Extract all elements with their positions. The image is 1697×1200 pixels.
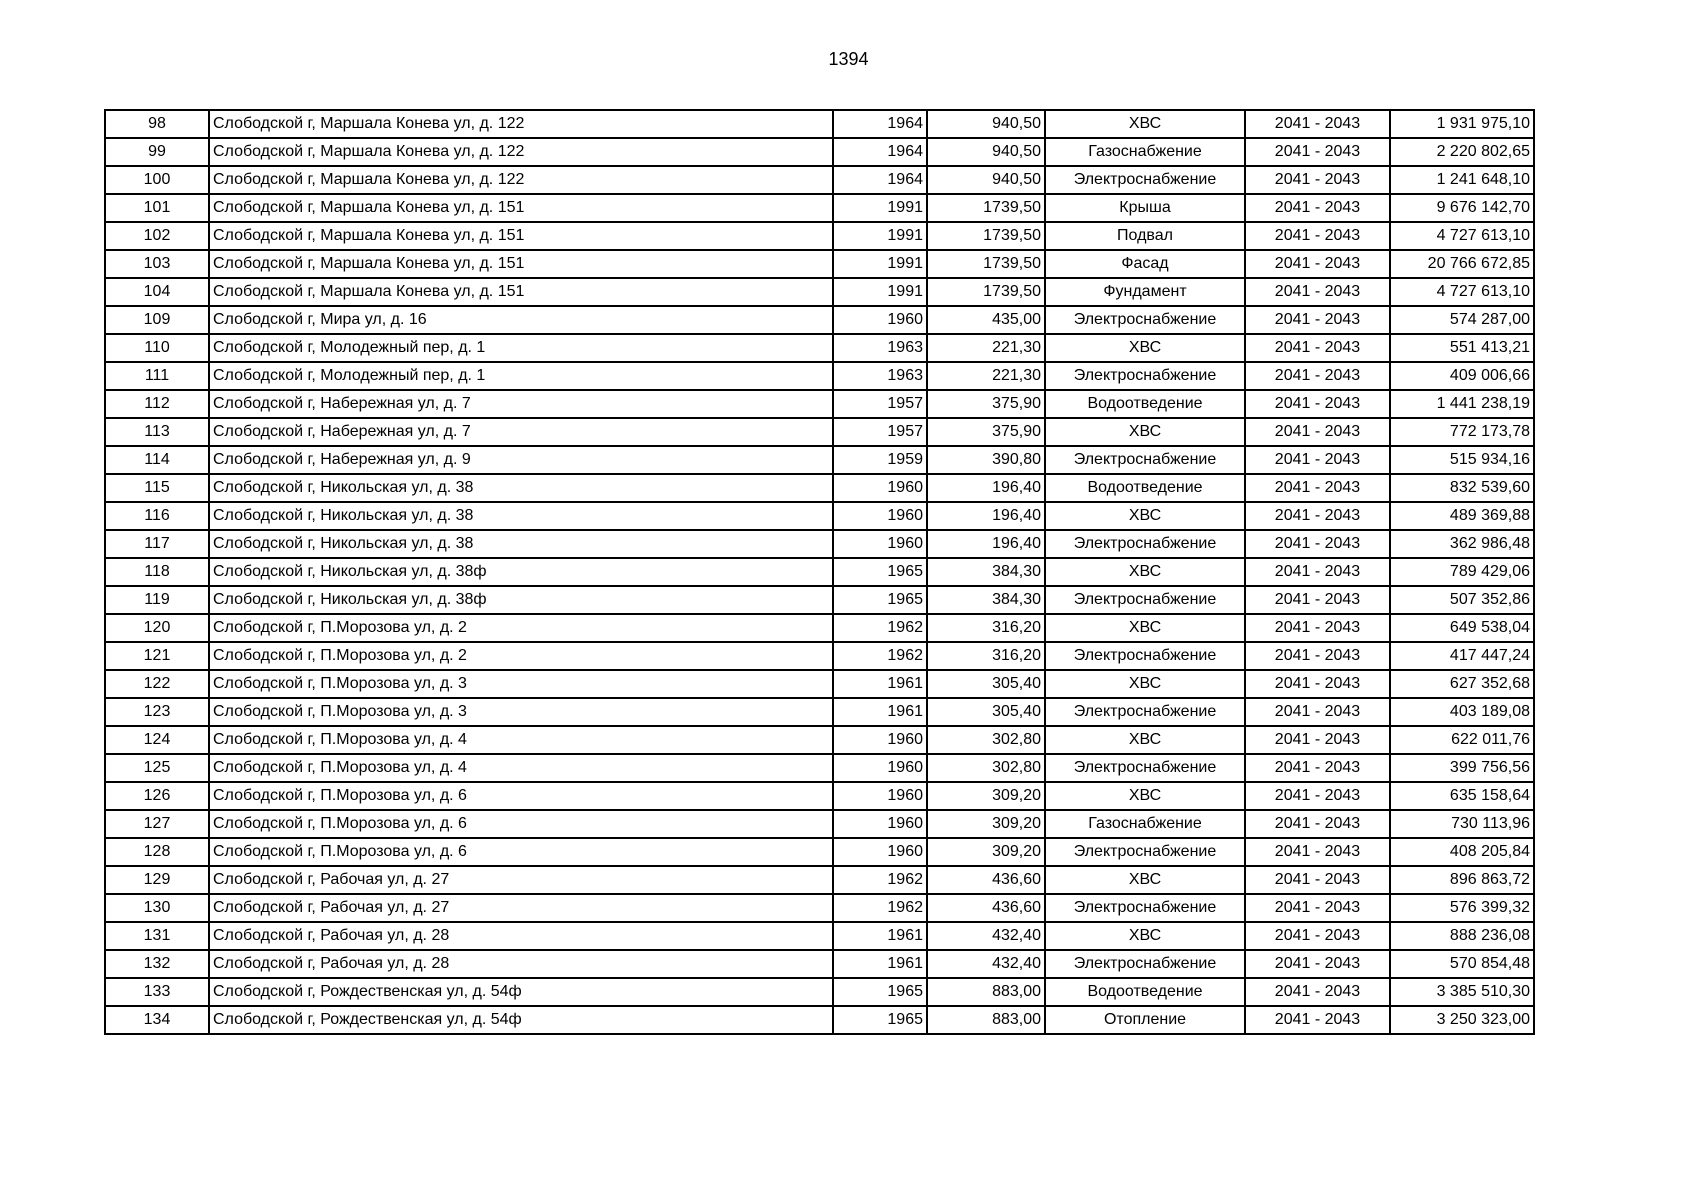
- period-cell: 2041 - 2043: [1245, 278, 1390, 306]
- table-row: [105, 222, 1534, 250]
- year-cell: 1964: [833, 166, 927, 194]
- area-cell: 1739,50: [927, 278, 1045, 306]
- row-number-cell: 119: [105, 586, 209, 614]
- cost-cell: 888 236,08: [1390, 922, 1534, 950]
- address-cell: Слободской г, Рабочая ул, д. 27: [209, 866, 833, 894]
- period-cell: 2041 - 2043: [1245, 726, 1390, 754]
- table-body: [105, 110, 1534, 1034]
- work-type-cell: Фундамент: [1045, 278, 1245, 306]
- cost-cell: 627 352,68: [1390, 670, 1534, 698]
- address-cell: Слободской г, Рабочая ул, д. 27: [209, 894, 833, 922]
- work-type-cell: ХВС: [1045, 110, 1245, 138]
- area-cell: 432,40: [927, 950, 1045, 978]
- row-number-cell: 110: [105, 334, 209, 362]
- table-row: [105, 474, 1534, 502]
- year-cell: 1960: [833, 726, 927, 754]
- work-type-cell: Электроснабжение: [1045, 950, 1245, 978]
- period-cell: 2041 - 2043: [1245, 978, 1390, 1006]
- table-row: [105, 250, 1534, 278]
- table-row: [105, 110, 1534, 138]
- address-cell: Слободской г, Маршала Конева ул, д. 151: [209, 194, 833, 222]
- row-number-cell: 130: [105, 894, 209, 922]
- row-number-cell: 126: [105, 782, 209, 810]
- address-cell: Слободской г, Рождественская ул, д. 54ф: [209, 1006, 833, 1034]
- address-cell: Слободской г, Никольская ул, д. 38: [209, 474, 833, 502]
- row-number-cell: 134: [105, 1006, 209, 1034]
- table-row: [105, 166, 1534, 194]
- period-cell: 2041 - 2043: [1245, 474, 1390, 502]
- cost-cell: 635 158,64: [1390, 782, 1534, 810]
- row-number-cell: 131: [105, 922, 209, 950]
- work-type-cell: Крыша: [1045, 194, 1245, 222]
- address-cell: Слободской г, Набережная ул, д. 9: [209, 446, 833, 474]
- area-cell: 940,50: [927, 110, 1045, 138]
- work-type-cell: ХВС: [1045, 670, 1245, 698]
- year-cell: 1964: [833, 138, 927, 166]
- area-cell: 375,90: [927, 390, 1045, 418]
- period-cell: 2041 - 2043: [1245, 586, 1390, 614]
- address-cell: Слободской г, Маршала Конева ул, д. 151: [209, 250, 833, 278]
- row-number-cell: 125: [105, 754, 209, 782]
- table-row: [105, 642, 1534, 670]
- row-number-cell: 116: [105, 502, 209, 530]
- table-row: [105, 810, 1534, 838]
- row-number-cell: 101: [105, 194, 209, 222]
- work-type-cell: Водоотведение: [1045, 474, 1245, 502]
- row-number-cell: 127: [105, 810, 209, 838]
- period-cell: 2041 - 2043: [1245, 306, 1390, 334]
- year-cell: 1960: [833, 306, 927, 334]
- year-cell: 1965: [833, 1006, 927, 1034]
- table-row: [105, 782, 1534, 810]
- work-type-cell: ХВС: [1045, 502, 1245, 530]
- area-cell: 384,30: [927, 586, 1045, 614]
- cost-cell: 3 385 510,30: [1390, 978, 1534, 1006]
- address-cell: Слободской г, Набережная ул, д. 7: [209, 390, 833, 418]
- period-cell: 2041 - 2043: [1245, 250, 1390, 278]
- address-cell: Слободской г, П.Морозова ул, д. 3: [209, 670, 833, 698]
- year-cell: 1960: [833, 530, 927, 558]
- address-cell: Слободской г, Рабочая ул, д. 28: [209, 922, 833, 950]
- row-number-cell: 118: [105, 558, 209, 586]
- address-cell: Слободской г, Никольская ул, д. 38ф: [209, 558, 833, 586]
- cost-cell: 9 676 142,70: [1390, 194, 1534, 222]
- work-type-cell: ХВС: [1045, 922, 1245, 950]
- year-cell: 1960: [833, 502, 927, 530]
- table-row: [105, 362, 1534, 390]
- work-type-cell: Электроснабжение: [1045, 166, 1245, 194]
- repair-schedule-table: [104, 109, 1535, 1035]
- area-cell: 221,30: [927, 334, 1045, 362]
- area-cell: 436,60: [927, 866, 1045, 894]
- row-number-cell: 99: [105, 138, 209, 166]
- area-cell: 196,40: [927, 530, 1045, 558]
- work-type-cell: Подвал: [1045, 222, 1245, 250]
- row-number-cell: 115: [105, 474, 209, 502]
- period-cell: 2041 - 2043: [1245, 418, 1390, 446]
- year-cell: 1959: [833, 446, 927, 474]
- year-cell: 1965: [833, 558, 927, 586]
- cost-cell: 399 756,56: [1390, 754, 1534, 782]
- table-row: [105, 558, 1534, 586]
- address-cell: Слободской г, Рабочая ул, д. 28: [209, 950, 833, 978]
- period-cell: 2041 - 2043: [1245, 1006, 1390, 1034]
- address-cell: Слободской г, Никольская ул, д. 38: [209, 530, 833, 558]
- area-cell: 940,50: [927, 138, 1045, 166]
- cost-cell: 622 011,76: [1390, 726, 1534, 754]
- cost-cell: 3 250 323,00: [1390, 1006, 1534, 1034]
- year-cell: 1961: [833, 950, 927, 978]
- address-cell: Слободской г, Никольская ул, д. 38: [209, 502, 833, 530]
- area-cell: 309,20: [927, 810, 1045, 838]
- table-row: [105, 446, 1534, 474]
- area-cell: 432,40: [927, 922, 1045, 950]
- row-number-cell: 98: [105, 110, 209, 138]
- table-row: [105, 138, 1534, 166]
- period-cell: 2041 - 2043: [1245, 362, 1390, 390]
- row-number-cell: 133: [105, 978, 209, 1006]
- period-cell: 2041 - 2043: [1245, 166, 1390, 194]
- table-row: [105, 894, 1534, 922]
- cost-cell: 4 727 613,10: [1390, 278, 1534, 306]
- address-cell: Слободской г, Рождественская ул, д. 54ф: [209, 978, 833, 1006]
- period-cell: 2041 - 2043: [1245, 222, 1390, 250]
- address-cell: Слободской г, Маршала Конева ул, д. 151: [209, 222, 833, 250]
- cost-cell: 362 986,48: [1390, 530, 1534, 558]
- row-number-cell: 128: [105, 838, 209, 866]
- year-cell: 1960: [833, 838, 927, 866]
- area-cell: 883,00: [927, 1006, 1045, 1034]
- period-cell: 2041 - 2043: [1245, 894, 1390, 922]
- row-number-cell: 109: [105, 306, 209, 334]
- period-cell: 2041 - 2043: [1245, 950, 1390, 978]
- period-cell: 2041 - 2043: [1245, 782, 1390, 810]
- row-number-cell: 132: [105, 950, 209, 978]
- period-cell: 2041 - 2043: [1245, 754, 1390, 782]
- work-type-cell: Электроснабжение: [1045, 838, 1245, 866]
- area-cell: 309,20: [927, 782, 1045, 810]
- cost-cell: 570 854,48: [1390, 950, 1534, 978]
- area-cell: 1739,50: [927, 222, 1045, 250]
- row-number-cell: 113: [105, 418, 209, 446]
- address-cell: Слободской г, П.Морозова ул, д. 6: [209, 810, 833, 838]
- year-cell: 1961: [833, 670, 927, 698]
- year-cell: 1963: [833, 362, 927, 390]
- area-cell: 221,30: [927, 362, 1045, 390]
- year-cell: 1965: [833, 978, 927, 1006]
- table-row: [105, 614, 1534, 642]
- cost-cell: 772 173,78: [1390, 418, 1534, 446]
- work-type-cell: Электроснабжение: [1045, 306, 1245, 334]
- area-cell: 316,20: [927, 614, 1045, 642]
- work-type-cell: Водоотведение: [1045, 390, 1245, 418]
- area-cell: 1739,50: [927, 250, 1045, 278]
- cost-cell: 551 413,21: [1390, 334, 1534, 362]
- period-cell: 2041 - 2043: [1245, 194, 1390, 222]
- address-cell: Слободской г, Никольская ул, д. 38ф: [209, 586, 833, 614]
- address-cell: Слободской г, Мира ул, д. 16: [209, 306, 833, 334]
- period-cell: 2041 - 2043: [1245, 390, 1390, 418]
- work-type-cell: Электроснабжение: [1045, 446, 1245, 474]
- year-cell: 1960: [833, 782, 927, 810]
- address-cell: Слободской г, Маршала Конева ул, д. 122: [209, 166, 833, 194]
- cost-cell: 574 287,00: [1390, 306, 1534, 334]
- area-cell: 436,60: [927, 894, 1045, 922]
- row-number-cell: 112: [105, 390, 209, 418]
- period-cell: 2041 - 2043: [1245, 838, 1390, 866]
- year-cell: 1962: [833, 642, 927, 670]
- cost-cell: 2 220 802,65: [1390, 138, 1534, 166]
- table-row: [105, 754, 1534, 782]
- work-type-cell: ХВС: [1045, 726, 1245, 754]
- year-cell: 1965: [833, 586, 927, 614]
- work-type-cell: Электроснабжение: [1045, 894, 1245, 922]
- row-number-cell: 123: [105, 698, 209, 726]
- period-cell: 2041 - 2043: [1245, 138, 1390, 166]
- work-type-cell: Электроснабжение: [1045, 754, 1245, 782]
- year-cell: 1961: [833, 698, 927, 726]
- year-cell: 1960: [833, 474, 927, 502]
- area-cell: 384,30: [927, 558, 1045, 586]
- row-number-cell: 102: [105, 222, 209, 250]
- year-cell: 1964: [833, 110, 927, 138]
- work-type-cell: Электроснабжение: [1045, 698, 1245, 726]
- area-cell: 390,80: [927, 446, 1045, 474]
- row-number-cell: 111: [105, 362, 209, 390]
- table-row: [105, 978, 1534, 1006]
- address-cell: Слободской г, П.Морозова ул, д. 3: [209, 698, 833, 726]
- cost-cell: 20 766 672,85: [1390, 250, 1534, 278]
- year-cell: 1962: [833, 866, 927, 894]
- row-number-cell: 121: [105, 642, 209, 670]
- cost-cell: 576 399,32: [1390, 894, 1534, 922]
- year-cell: 1957: [833, 418, 927, 446]
- area-cell: 302,80: [927, 754, 1045, 782]
- area-cell: 305,40: [927, 698, 1045, 726]
- cost-cell: 409 006,66: [1390, 362, 1534, 390]
- address-cell: Слободской г, Маршала Конева ул, д. 122: [209, 138, 833, 166]
- table-row: [105, 866, 1534, 894]
- row-number-cell: 124: [105, 726, 209, 754]
- year-cell: 1962: [833, 894, 927, 922]
- address-cell: Слободской г, П.Морозова ул, д. 4: [209, 726, 833, 754]
- address-cell: Слободской г, Маршала Конева ул, д. 122: [209, 110, 833, 138]
- period-cell: 2041 - 2043: [1245, 446, 1390, 474]
- address-cell: Слободской г, П.Морозова ул, д. 2: [209, 642, 833, 670]
- table-row: [105, 838, 1534, 866]
- cost-cell: 789 429,06: [1390, 558, 1534, 586]
- work-type-cell: ХВС: [1045, 866, 1245, 894]
- period-cell: 2041 - 2043: [1245, 642, 1390, 670]
- table-row: [105, 1006, 1534, 1034]
- work-type-cell: Электроснабжение: [1045, 362, 1245, 390]
- area-cell: 196,40: [927, 502, 1045, 530]
- area-cell: 305,40: [927, 670, 1045, 698]
- cost-cell: 507 352,86: [1390, 586, 1534, 614]
- work-type-cell: ХВС: [1045, 334, 1245, 362]
- table-row: [105, 922, 1534, 950]
- cost-cell: 403 189,08: [1390, 698, 1534, 726]
- area-cell: 1739,50: [927, 194, 1045, 222]
- cost-cell: 4 727 613,10: [1390, 222, 1534, 250]
- table-row: [105, 698, 1534, 726]
- period-cell: 2041 - 2043: [1245, 866, 1390, 894]
- cost-cell: 515 934,16: [1390, 446, 1534, 474]
- work-type-cell: ХВС: [1045, 418, 1245, 446]
- area-cell: 375,90: [927, 418, 1045, 446]
- period-cell: 2041 - 2043: [1245, 110, 1390, 138]
- row-number-cell: 114: [105, 446, 209, 474]
- work-type-cell: Электроснабжение: [1045, 530, 1245, 558]
- area-cell: 309,20: [927, 838, 1045, 866]
- cost-cell: 896 863,72: [1390, 866, 1534, 894]
- cost-cell: 649 538,04: [1390, 614, 1534, 642]
- table-row: [105, 334, 1534, 362]
- table-row: [105, 278, 1534, 306]
- year-cell: 1963: [833, 334, 927, 362]
- address-cell: Слободской г, Молодежный пер, д. 1: [209, 334, 833, 362]
- table-row: [105, 586, 1534, 614]
- period-cell: 2041 - 2043: [1245, 558, 1390, 586]
- work-type-cell: ХВС: [1045, 782, 1245, 810]
- row-number-cell: 120: [105, 614, 209, 642]
- work-type-cell: Газоснабжение: [1045, 810, 1245, 838]
- period-cell: 2041 - 2043: [1245, 334, 1390, 362]
- year-cell: 1960: [833, 810, 927, 838]
- table-row: [105, 306, 1534, 334]
- work-type-cell: Водоотведение: [1045, 978, 1245, 1006]
- address-cell: Слободской г, П.Морозова ул, д. 2: [209, 614, 833, 642]
- period-cell: 2041 - 2043: [1245, 810, 1390, 838]
- cost-cell: 730 113,96: [1390, 810, 1534, 838]
- row-number-cell: 103: [105, 250, 209, 278]
- table-row: [105, 530, 1534, 558]
- area-cell: 316,20: [927, 642, 1045, 670]
- year-cell: 1991: [833, 194, 927, 222]
- work-type-cell: ХВС: [1045, 558, 1245, 586]
- row-number-cell: 100: [105, 166, 209, 194]
- address-cell: Слободской г, П.Морозова ул, д. 4: [209, 754, 833, 782]
- cost-cell: 489 369,88: [1390, 502, 1534, 530]
- year-cell: 1991: [833, 278, 927, 306]
- cost-cell: 408 205,84: [1390, 838, 1534, 866]
- table-row: [105, 670, 1534, 698]
- year-cell: 1960: [833, 754, 927, 782]
- cost-cell: 1 441 238,19: [1390, 390, 1534, 418]
- table-row: [105, 194, 1534, 222]
- work-type-cell: Отопление: [1045, 1006, 1245, 1034]
- table-row: [105, 418, 1534, 446]
- work-type-cell: ХВС: [1045, 614, 1245, 642]
- row-number-cell: 104: [105, 278, 209, 306]
- address-cell: Слободской г, Маршала Конева ул, д. 151: [209, 278, 833, 306]
- address-cell: Слободской г, Набережная ул, д. 7: [209, 418, 833, 446]
- period-cell: 2041 - 2043: [1245, 670, 1390, 698]
- row-number-cell: 122: [105, 670, 209, 698]
- address-cell: Слободской г, П.Морозова ул, д. 6: [209, 838, 833, 866]
- work-type-cell: Электроснабжение: [1045, 586, 1245, 614]
- cost-cell: 1 241 648,10: [1390, 166, 1534, 194]
- table-row: [105, 726, 1534, 754]
- page-number: 1394: [828, 49, 869, 69]
- work-type-cell: Газоснабжение: [1045, 138, 1245, 166]
- cost-cell: 1 931 975,10: [1390, 110, 1534, 138]
- period-cell: 2041 - 2043: [1245, 502, 1390, 530]
- work-type-cell: Фасад: [1045, 250, 1245, 278]
- address-cell: Слободской г, П.Морозова ул, д. 6: [209, 782, 833, 810]
- year-cell: 1991: [833, 222, 927, 250]
- year-cell: 1961: [833, 922, 927, 950]
- area-cell: 883,00: [927, 978, 1045, 1006]
- period-cell: 2041 - 2043: [1245, 614, 1390, 642]
- period-cell: 2041 - 2043: [1245, 698, 1390, 726]
- area-cell: 302,80: [927, 726, 1045, 754]
- area-cell: 435,00: [927, 306, 1045, 334]
- work-type-cell: Электроснабжение: [1045, 642, 1245, 670]
- area-cell: 940,50: [927, 166, 1045, 194]
- cost-cell: 832 539,60: [1390, 474, 1534, 502]
- row-number-cell: 117: [105, 530, 209, 558]
- row-number-cell: 129: [105, 866, 209, 894]
- year-cell: 1957: [833, 390, 927, 418]
- year-cell: 1991: [833, 250, 927, 278]
- year-cell: 1962: [833, 614, 927, 642]
- cost-cell: 417 447,24: [1390, 642, 1534, 670]
- address-cell: Слободской г, Молодежный пер, д. 1: [209, 362, 833, 390]
- period-cell: 2041 - 2043: [1245, 530, 1390, 558]
- area-cell: 196,40: [927, 474, 1045, 502]
- table-row: [105, 390, 1534, 418]
- period-cell: 2041 - 2043: [1245, 922, 1390, 950]
- table-row: [105, 502, 1534, 530]
- table-row: [105, 950, 1534, 978]
